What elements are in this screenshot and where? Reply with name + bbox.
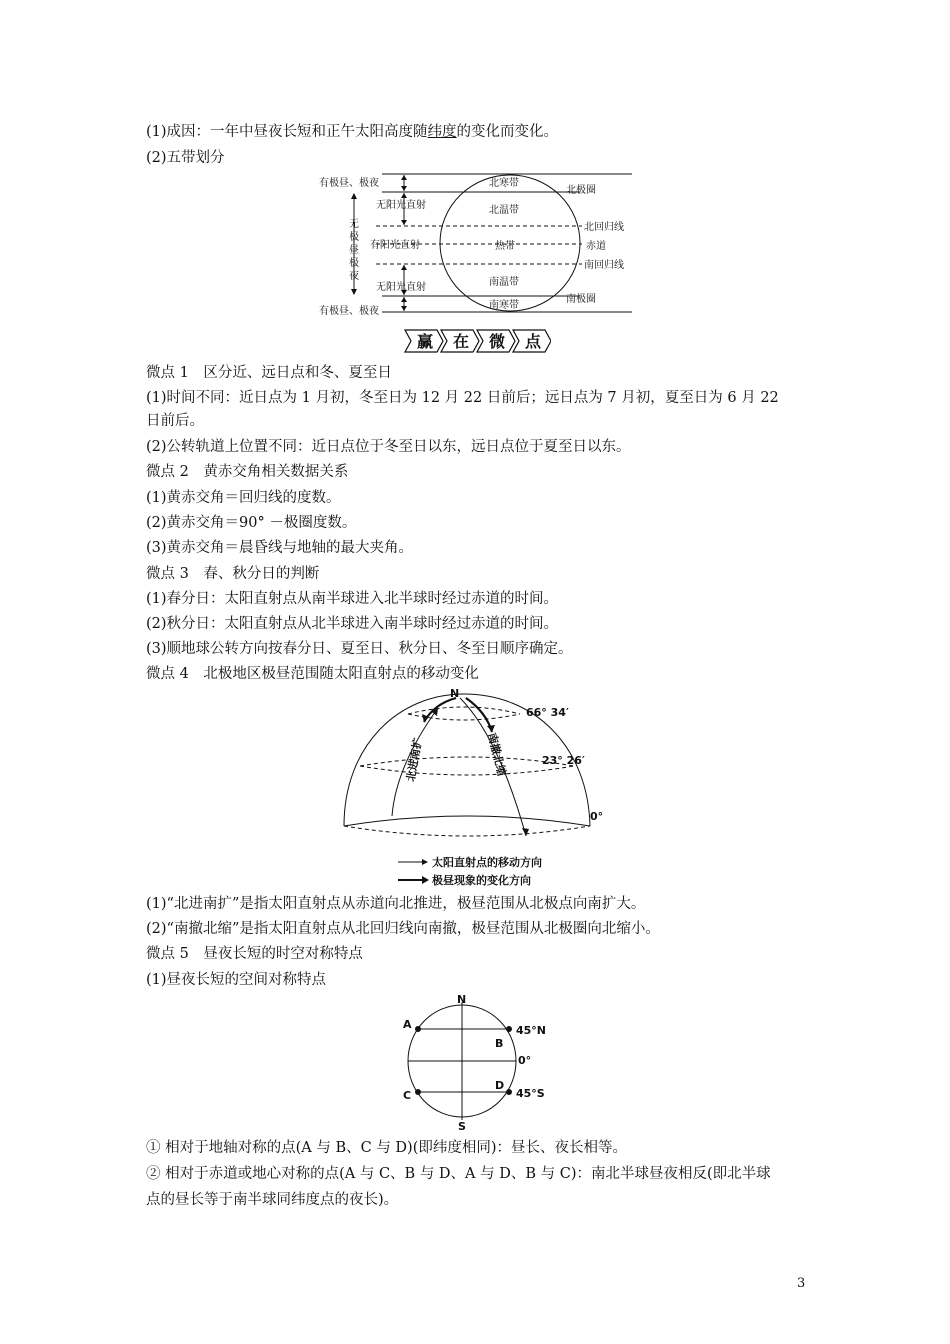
line-five-zones: (2)五带划分 bbox=[146, 150, 225, 166]
heading-micro-point-4: 微点 4 北极地区极昼范围随太阳直射点的移动变化 bbox=[146, 666, 479, 682]
line-antarctic-circle: 南极圈 bbox=[566, 294, 596, 305]
label-no-polar-1: 无 bbox=[349, 219, 359, 230]
arrow-label-south-retreat: 南撤北缩 bbox=[485, 731, 509, 778]
label-direct-sun: 有阳光直射 bbox=[370, 240, 420, 251]
text-p3b: (2)秋分日：太阳直射点从北半球进入南半球时经过赤道的时间。 bbox=[146, 616, 559, 632]
text-p2c: (3)黄赤交角＝晨昏线与地轴的最大夹角。 bbox=[146, 540, 414, 556]
heading-micro-point-2: 微点 2 黄赤交角相关数据关系 bbox=[146, 464, 349, 480]
text-p5c-cont: 点的昼长等于南半球同纬度点的夜长)。 bbox=[146, 1192, 399, 1208]
heading-micro-point-5: 微点 5 昼夜长短的时空对称特点 bbox=[146, 946, 363, 962]
text-p1b: (2)公转轨道上位置不同：近日点位于冬至日以东，远日点位于夏至日以东。 bbox=[146, 439, 631, 455]
text-p2a: (1)黄赤交角＝回归线的度数。 bbox=[146, 490, 341, 506]
line-tropic-capricorn: 南回归线 bbox=[584, 260, 624, 271]
heading-micro-point-3: 微点 3 春、秋分日的判断 bbox=[146, 566, 320, 582]
arrow-label-north-advance: 北进南扩 bbox=[404, 736, 425, 783]
belt-south-temperate: 南温带 bbox=[489, 277, 519, 288]
banner-char-3: 微 bbox=[488, 332, 506, 351]
lat-45n-label: 45°N bbox=[516, 1024, 547, 1037]
label-no-polar-5: 夜 bbox=[349, 271, 359, 282]
point-a bbox=[415, 1026, 421, 1032]
label-polar-day-bottom: 有极昼、极夜 bbox=[319, 306, 379, 317]
label-no-direct-sun-top: 无阳光直射 bbox=[376, 200, 426, 211]
banner-char-4: 点 bbox=[524, 332, 542, 351]
banner-char-2: 在 bbox=[452, 332, 470, 351]
point-b bbox=[506, 1026, 512, 1032]
lat-66-label: 66° 34′ bbox=[526, 706, 569, 719]
line-tropic-cancer: 北回归线 bbox=[584, 222, 624, 233]
text-p4b: (2)“南撤北缩”是指太阳直射点从北回归线向南撤，极昼范围从北极圈向北缩小。 bbox=[146, 921, 660, 937]
legend-polar-day-change: 极昼现象的变化方向 bbox=[432, 874, 531, 887]
text-p3c: (3)顺地球公转方向按春分日、夏至日、秋分日、冬至日顺序确定。 bbox=[146, 641, 573, 657]
label-no-polar-4: 极 bbox=[349, 258, 359, 269]
text-p4a: (1)“北进南扩”是指太阳直射点从赤道向北推进，极昼范围从北极点向南扩大。 bbox=[146, 896, 646, 912]
globe-b-label: B bbox=[495, 1037, 504, 1050]
banner-char-1: 赢 bbox=[416, 332, 434, 351]
globe-symmetry-diagram bbox=[396, 992, 556, 1132]
polar-day-hemisphere-diagram bbox=[338, 686, 610, 891]
line-equator: 赤道 bbox=[586, 241, 606, 252]
lat-0-globe-label: 0° bbox=[518, 1054, 532, 1067]
point-c bbox=[415, 1089, 421, 1095]
label-no-polar-3: 昼 bbox=[349, 245, 359, 256]
belt-north-frigid: 北寒带 bbox=[489, 178, 519, 189]
belt-south-frigid: 南寒带 bbox=[489, 300, 519, 311]
globe-s-label: S bbox=[458, 1120, 466, 1132]
lat-0-label: 0° bbox=[590, 810, 604, 823]
lat-23-label: 23° 26′ bbox=[542, 754, 585, 767]
globe-n-label: N bbox=[457, 993, 467, 1006]
underlined-term: 纬度 bbox=[427, 124, 457, 140]
text-p5a: (1)昼夜长短的空间对称特点 bbox=[146, 972, 327, 988]
lat-45s-label: 45°S bbox=[516, 1087, 545, 1100]
line-arctic-circle: 北极圈 bbox=[566, 185, 596, 196]
globe-d-label: D bbox=[495, 1079, 505, 1092]
legend-sun-movement: 太阳直射点的移动方向 bbox=[432, 856, 542, 869]
globe-c-label: C bbox=[403, 1089, 412, 1102]
label-no-direct-sun-bottom: 无阳光直射 bbox=[376, 282, 426, 293]
text-p1a-cont: 日前后。 bbox=[146, 413, 204, 429]
belt-north-temperate: 北温带 bbox=[489, 205, 519, 216]
line-cause: (1)成因：一年中昼夜长短和正午太阳高度随纬度的变化而变化。 bbox=[146, 124, 559, 140]
heading-micro-point-1: 微点 1 区分近、远日点和冬、夏至日 bbox=[146, 365, 392, 381]
text-p3a: (1)春分日：太阳直射点从南半球进入北半球时经过赤道的时间。 bbox=[146, 591, 559, 607]
text-p2b: (2)黄赤交角＝90° －极圈度数。 bbox=[146, 515, 357, 531]
page-number: 3 bbox=[797, 1276, 806, 1291]
five-zones-diagram bbox=[316, 168, 636, 320]
banner-win-in-micro-points bbox=[403, 329, 551, 353]
text-p5c: ② 相对于赤道或地心对称的点(A 与 C、B 与 D、A 与 D、B 与 C)：南北半球昼夜相反(即北半球 bbox=[146, 1166, 771, 1182]
point-d bbox=[506, 1089, 512, 1095]
text-p5b: ① 相对于地轴对称的点(A 与 B、C 与 D)(即纬度相同)：昼长、夜长相等。 bbox=[146, 1140, 628, 1156]
label-polar-day-top: 有极昼、极夜 bbox=[319, 178, 379, 189]
text-p1a: (1)时间不同：近日点为 1 月初，冬至日为 12 月 22 日前后；远日点为 7 月初，夏至日为 6 月 22 bbox=[146, 390, 779, 406]
north-pole-label: N bbox=[450, 687, 460, 700]
label-no-polar-2: 极 bbox=[349, 232, 359, 243]
globe-a-label: A bbox=[403, 1018, 412, 1031]
belt-tropical: 热带 bbox=[495, 241, 515, 252]
